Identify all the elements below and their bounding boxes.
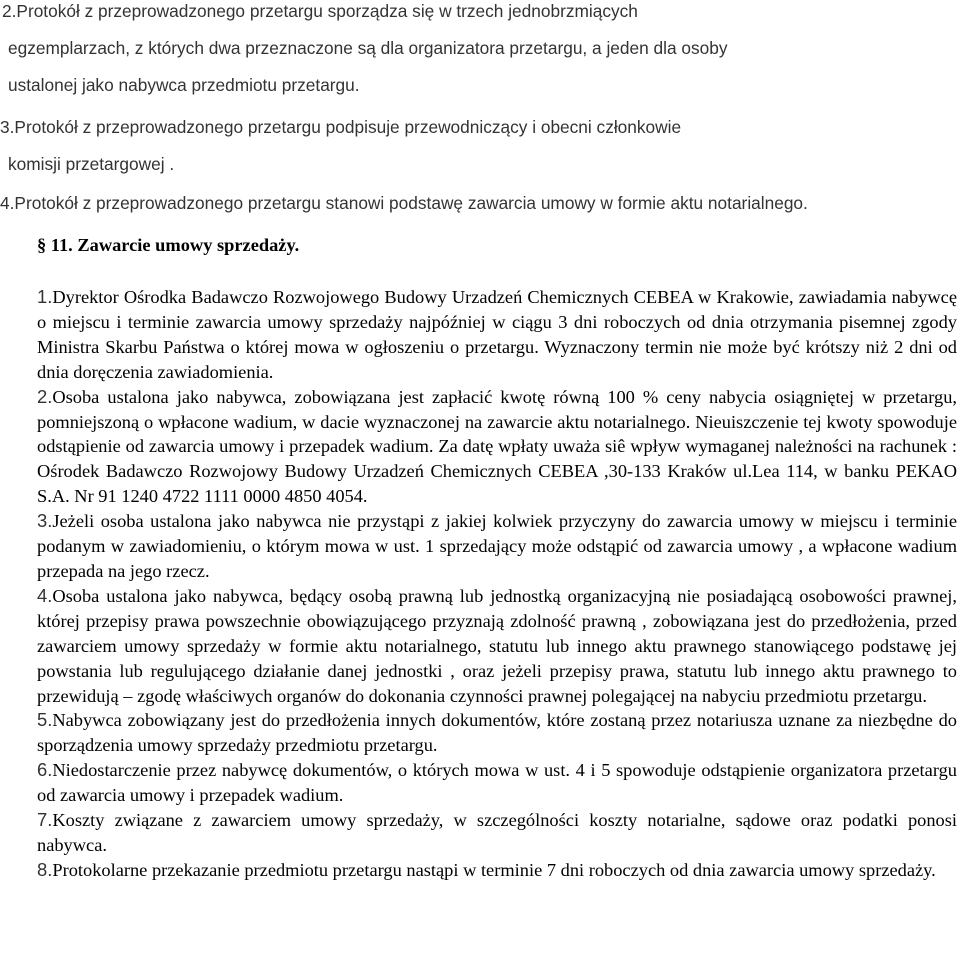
paragraph-text: Nabywca zobowiązany jest do przedłożenia innych dokumentów, które zostaną przez notariusza uznane za niezbędne do sporządzenia umowy sprzedaży przedmiotu przetargu.: [37, 710, 957, 756]
section-paragraph: [37, 858, 957, 883]
section-paragraph: [37, 758, 957, 808]
protocol-point-2-line-3: ustalonej jako nabywca przedmiotu przetargu.: [8, 75, 360, 95]
section-paragraphs: [37, 285, 957, 883]
paragraph-text: Protokolarne przekazanie przedmiotu przetargu nastąpi w terminie 7 dni roboczych od dnia zawarcia umowy sprzedaży.: [52, 859, 936, 880]
paragraph-number: 7.: [37, 809, 53, 831]
point-number: 4.: [0, 193, 15, 213]
paragraph-number: 6.: [37, 759, 53, 781]
point-text: Protokół z przeprowadzonego przetargu podpisuje przewodniczący i obecni członkowie: [14, 117, 682, 137]
paragraph-number: 2.: [37, 385, 53, 407]
paragraph-text: Niedostarczenie przez nabywcę dokumentów, o których mowa w ust. 4 i 5 spowoduje odstąpienie organizatora przetargu od zawarcia umowy i przepadek wadium.: [37, 760, 957, 806]
protocol-point-3-line-1: [0, 109, 681, 146]
protocol-point-2-line-2: egzemplarzach, z których dwa przeznaczone są dla organizatora przetargu, a jeden dla osoby: [8, 38, 728, 58]
point-number: 3.: [0, 117, 15, 137]
paragraph-number: 1.: [37, 286, 53, 307]
paragraph-text: Osoba ustalona jako nabywca, będący osobą prawną lub jednostką organizacyjną nie posiadającą osobowości prawnej, której przepisy prawa powszechnie obowiązującego przyznają zdolność prawną , zobowiązana jest do przedłożenia, przed zawarciem umowy sprzedaży w formie aktu notarialnego, statutu lub innego aktu prawnego stanowiącego podstawę jej powstania lub regulującego działanie danej jednostki , oraz jeżeli przepisy prawa, statutu lub innego aktu prawnego to przewidują – zgodę właściwych organów do dokonania czynności prawnej polegającej na nabyciu przedmiotu przetargu.: [37, 585, 957, 706]
section-paragraph: [37, 808, 957, 858]
paragraph-text: Koszty związane z zawarciem umowy sprzedaży, w szczególności koszty notarialne, sądowe oraz podatki ponosi nabywca.: [37, 810, 957, 855]
section-paragraph: [37, 584, 957, 709]
paragraph-number: 8.: [37, 858, 53, 880]
section-heading: § 11. Zawarcie umowy sprzedaży.: [37, 235, 300, 255]
section-paragraph: [37, 708, 957, 758]
paragraph-text: Osoba ustalona jako nabywca, zobowiązana jest zapłacić kwotę równą 100 % ceny nabycia osiągniętej w przetargu, pomniejszoną o wpłacone wadium, w dacie wyznaczonej na zawarcie aktu notarialnego. Nieuiszczenie tej kwoty spowoduje odstąpienie od zawarcia umowy i przepadek wadium. Za datę wpłaty uważa siê wpływ wymaganej należności na rachunek : Ośrodek Badawczo Rozwojowy Budowy Urzadzeń Chemicznych CEBEA ,30-133 Kraków ul.Lea 114, w banku PEKAO S.A. Nr 91 1240 4722 1111 0000 4850 4054.: [37, 386, 957, 507]
section-paragraph: [37, 385, 957, 510]
point-text: Protokół z przeprowadzonego przetargu stanowi podstawę zawarcia umowy w formie aktu notarialnego.: [14, 193, 808, 213]
protocol-point-3-line-2: komisji przetargowej .: [8, 154, 175, 174]
section-paragraph: [37, 509, 957, 584]
paragraph-number: 3.: [37, 510, 53, 532]
protocol-point-4-line-1: [0, 185, 808, 222]
section-paragraph: [37, 285, 957, 385]
paragraph-text: Jeżeli osoba ustalona jako nabywca nie przystąpi z jakiej kolwiek przyczyny do zawarcia umowy w miejscu i terminie podanym w zawiadomieniu, o którym mowa w ust. 1 sprzedający może odstąpić od zawarcia umowy , a wpłacone wadium przepada na jego rzecz.: [37, 511, 957, 581]
paragraph-text: Dyrektor Ośrodka Badawczo Rozwojowego Budowy Urzadzeń Chemicznych CEBEA w Krakowie, zawiadamia nabywcę o miejscu i terminie zawarcia umowy sprzedaży najpóźniej w ciągu 3 dni roboczych od dnia otrzymania pisemnej zgody Ministra Skarbu Państwa o której mowa w ogłoszeniu o przetargu. Wyznaczony termin nie może być krótszy niż 2 dni od dnia doręczenia zawiadomienia.: [37, 287, 957, 382]
protocol-point-2-line-1: 2.Protokół z przeprowadzonego przetargu sporządza się w trzech jednobrzmiących: [2, 1, 638, 21]
paragraph-number: 5.: [37, 709, 53, 731]
paragraph-number: 4.: [37, 584, 53, 606]
